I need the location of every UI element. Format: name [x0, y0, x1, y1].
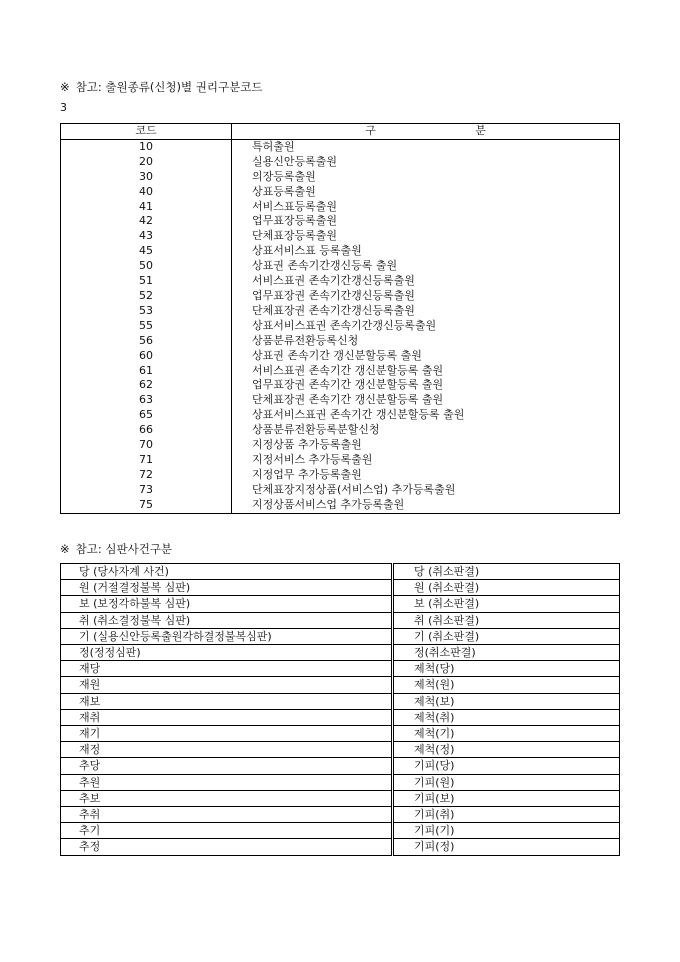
- table-row: [61, 774, 620, 790]
- category-cell: 지정업무 추가등록출원: [252, 467, 362, 481]
- trial-case-cell: 취 (취소결정불복 심판): [61, 612, 393, 628]
- code-cell: 53: [61, 304, 232, 319]
- trial-ruling-cell: 기피(기): [393, 823, 620, 839]
- category-cell: 단체표장권 존속기간갱신등록출원: [252, 303, 415, 317]
- heading-text: 참고: 심판사건구분: [75, 542, 173, 556]
- category-cell: 서비스표권 존속기간 갱신분할등록 출원: [252, 363, 444, 377]
- table-row: [61, 677, 620, 693]
- reference-mark-icon: ※: [60, 80, 70, 94]
- trial-ruling-cell: 제척(보): [393, 693, 620, 709]
- category-cell: 업무표장등록출원: [252, 214, 338, 228]
- trial-ruling-cell: 기피(보): [393, 790, 620, 806]
- code-cell: 42: [61, 214, 232, 229]
- code-cell: 56: [61, 334, 232, 349]
- table-row: [61, 214, 620, 229]
- table-row: [61, 393, 620, 408]
- table-row: [61, 612, 620, 628]
- table-row: [61, 758, 620, 774]
- trial-case-cell: 재당: [61, 661, 393, 677]
- category-cell: 의장등록출원: [252, 169, 316, 183]
- trial-case-cell: 당 (당사자계 사건): [61, 564, 393, 580]
- column-header-category: 구 분: [232, 124, 620, 140]
- category-cell: 단체표장권 존속기간 갱신분할등록 출원: [252, 393, 444, 407]
- trial-case-cell: 재기: [61, 726, 393, 742]
- table-row: [61, 349, 620, 364]
- category-cell: 특허출원: [252, 139, 295, 153]
- trial-case-cell: 추기: [61, 823, 393, 839]
- table-row: [61, 628, 620, 644]
- table-row: [61, 185, 620, 200]
- trial-case-cell: 원 (거절결정불복 심판): [61, 580, 393, 596]
- category-cell: 지정상품서비스업 추가등록출원: [252, 497, 405, 511]
- table-row: [61, 423, 620, 438]
- category-cell: 상표서비스표권 존속기간갱신등록출원: [252, 318, 437, 332]
- category-cell: 단체표장지정상품(서비스업) 추가등록출원: [252, 482, 456, 496]
- trial-ruling-cell: 원 (취소판결): [393, 580, 620, 596]
- trial-case-cell: 추취: [61, 807, 393, 823]
- table-row: [61, 839, 620, 855]
- code-cell: 73: [61, 483, 232, 498]
- code-cell: 51: [61, 274, 232, 289]
- trial-ruling-cell: 기피(정): [414, 840, 455, 854]
- trial-ruling-cell: 보 (취소판결): [393, 596, 620, 612]
- trial-case-cell: 재취: [61, 709, 393, 725]
- code-cell: 72: [61, 468, 232, 483]
- table-row: [61, 155, 620, 170]
- trial-case-cell: 재원: [61, 677, 393, 693]
- table-row: [61, 726, 620, 742]
- code-cell: 50: [61, 259, 232, 274]
- trial-ruling-cell: 당 (취소판결): [393, 564, 620, 580]
- category-cell: 상표서비스표권 존속기간 갱신분할등록 출원: [252, 408, 465, 422]
- table-row: [61, 259, 620, 274]
- column-header-code: 코드: [61, 124, 232, 140]
- trial-case-cell: 재정: [61, 742, 393, 758]
- table-row: [61, 334, 620, 349]
- trial-case-cell: 추원: [61, 774, 393, 790]
- trial-ruling-cell: 제척(정): [393, 742, 620, 758]
- table-row: [61, 170, 620, 185]
- table-row: [61, 645, 620, 661]
- table-row: [61, 468, 620, 483]
- table-row: [61, 483, 620, 498]
- table-row: [61, 364, 620, 379]
- trial-ruling-cell: 제척(당): [393, 661, 620, 677]
- table-row: [61, 693, 620, 709]
- right-code-table-body: [61, 139, 620, 513]
- code-cell: 66: [61, 423, 232, 438]
- table-row: [61, 580, 620, 596]
- category-cell: 지정서비스 추가등록출원: [252, 452, 373, 466]
- table-row: [61, 200, 620, 215]
- category-cell: 실용신안등록출원: [252, 154, 338, 168]
- trial-ruling-cell: 기피(원): [393, 774, 620, 790]
- code-cell: 41: [61, 200, 232, 215]
- table-row: [61, 790, 620, 806]
- section-heading-trial-types: [60, 542, 172, 556]
- code-cell: 55: [61, 319, 232, 334]
- table-row: [61, 139, 620, 154]
- trial-ruling-cell: 기 (취소판결): [393, 628, 620, 644]
- category-cell: 상품분류전환등록신청: [252, 333, 359, 347]
- table-row: [61, 564, 620, 580]
- trial-type-table: [60, 563, 620, 856]
- heading-text: 참고: 출원종류(신청)별 권리구분코드: [75, 80, 263, 94]
- table-row: [61, 661, 620, 677]
- table-row: [61, 304, 620, 319]
- table-row: [61, 244, 620, 259]
- table-row: [61, 498, 620, 513]
- table-row: [61, 453, 620, 468]
- code-cell: 60: [61, 349, 232, 364]
- code-cell: 61: [61, 364, 232, 379]
- category-cell: 단체표장등록출원: [252, 229, 338, 243]
- trial-case-cell: 정(정정심판): [61, 645, 393, 661]
- table-row: [61, 378, 620, 393]
- trial-ruling-cell: 기피(당): [393, 758, 620, 774]
- trial-ruling-cell: 취 (취소판결): [393, 612, 620, 628]
- category-cell: 업무표장권 존속기간 갱신분할등록 출원: [252, 378, 444, 392]
- trial-ruling-cell: 제척(취): [393, 709, 620, 725]
- trial-case-cell: 추정: [61, 839, 393, 855]
- code-cell: 30: [61, 170, 232, 185]
- category-cell: 상표권 존속기간 갱신분할등록 출원: [252, 348, 422, 362]
- table-row: [61, 823, 620, 839]
- reference-mark-icon: ※: [60, 542, 70, 556]
- table-row: [61, 274, 620, 289]
- trial-ruling-cell: 정(취소판결): [393, 645, 620, 661]
- code-cell: 40: [61, 185, 232, 200]
- category-cell: 상품분류전환등록분할신청: [252, 423, 380, 437]
- code-cell: 63: [61, 393, 232, 408]
- category-cell: 상표등록출원: [252, 184, 316, 198]
- right-code-table: [60, 123, 620, 514]
- trial-ruling-cell: 기피(취): [393, 807, 620, 823]
- table-row: [61, 289, 620, 304]
- trial-ruling-cell: 제척(기): [393, 726, 620, 742]
- table-row: [61, 229, 620, 244]
- trial-case-cell: 추보: [61, 790, 393, 806]
- trial-case-cell: 추당: [61, 758, 393, 774]
- category-cell: 서비스표권 존속기간갱신등록출원: [252, 274, 415, 288]
- category-cell: 서비스표등록출원: [252, 199, 338, 213]
- category-cell: 업무표장권 존속기간갱신등록출원: [252, 288, 415, 302]
- code-cell: 70: [61, 438, 232, 453]
- code-cell: 20: [61, 155, 232, 170]
- table-row: [61, 596, 620, 612]
- code-cell: 45: [61, 244, 232, 259]
- trial-ruling-cell: 제척(원): [393, 677, 620, 693]
- category-cell: 지정상품 추가등록출원: [252, 438, 362, 452]
- trial-case-cell: 재보: [61, 693, 393, 709]
- trial-case-cell: 보 (보정각하불복 심판): [61, 596, 393, 612]
- table-row: [61, 319, 620, 334]
- code-cell: 10: [61, 139, 232, 154]
- code-cell: 62: [61, 378, 232, 393]
- table-row: [61, 709, 620, 725]
- code-cell: 71: [61, 453, 232, 468]
- trial-type-table-body: [61, 564, 620, 856]
- table-row: [61, 742, 620, 758]
- section-heading-right-codes: [60, 80, 262, 94]
- page-number: 3: [60, 101, 67, 114]
- trial-case-cell: 기 (실용신안등록출원각하결정불복심판): [61, 628, 393, 644]
- code-cell: 43: [61, 229, 232, 244]
- table-row: [61, 408, 620, 423]
- code-cell: 65: [61, 408, 232, 423]
- category-cell: 상표권 존속기간갱신등록 출원: [252, 259, 398, 273]
- code-cell: 52: [61, 289, 232, 304]
- category-cell: 상표서비스표 등록출원: [252, 244, 362, 258]
- table-row: [61, 438, 620, 453]
- code-cell: 75: [61, 498, 232, 513]
- table-header-row: [61, 124, 620, 140]
- table-row: [61, 807, 620, 823]
